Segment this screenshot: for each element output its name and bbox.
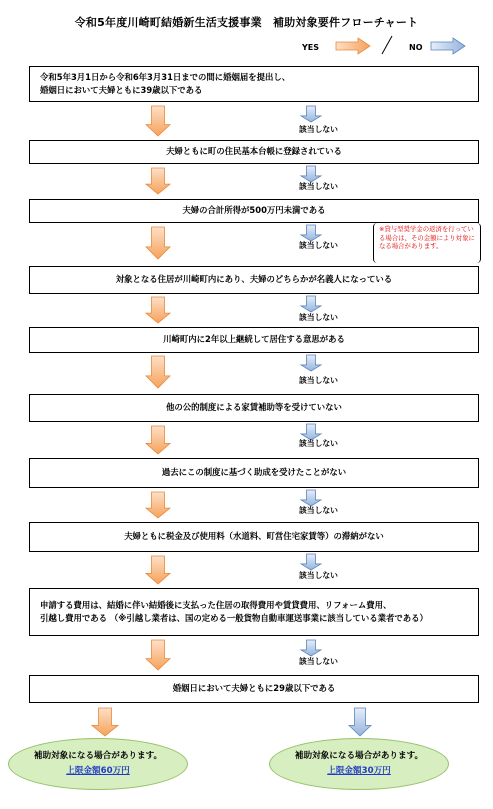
step-text: 婚姻日において夫婦ともに39歳以下である	[40, 85, 203, 95]
not-applicable-label: 該当しない	[299, 313, 338, 322]
legend-no-label: NO	[409, 43, 423, 52]
yes-arrow	[146, 640, 170, 670]
step-box-7	[29, 458, 479, 488]
page-title: 令和5年度川崎町結婚新生活支援事業 補助対象要件フローチャート	[74, 16, 419, 29]
step-text: 夫婦の合計所得が500万円未満である	[182, 205, 326, 216]
yes-arrow	[146, 168, 170, 194]
step-box-6	[29, 394, 479, 422]
result-30-amount: 上限金額30万円	[327, 766, 391, 776]
result-60-text: 補助対象になる場合があります。	[33, 751, 163, 762]
step-box-4	[29, 266, 479, 294]
step-box-5	[29, 327, 479, 353]
legend-divider	[382, 36, 392, 54]
step-text: 夫婦ともに町の住民基本台帳に登録されている	[166, 146, 342, 157]
step-box-9	[29, 588, 479, 636]
step-text: 婚姻日において夫婦ともに29歳以下である	[172, 683, 336, 694]
yes-arrow	[146, 106, 170, 136]
yes-arrow	[146, 426, 170, 454]
no-arrow	[301, 106, 321, 122]
no-arrow	[301, 490, 321, 506]
not-applicable-label: 該当しない	[299, 241, 338, 250]
not-applicable-label: 該当しない	[299, 506, 338, 515]
no-arrow	[301, 554, 321, 570]
step-text: 引越し費用である （※引越し業者は、国の定める一般貨物自動車運送事業に該当している業者である）	[40, 613, 428, 623]
yes-arrow	[146, 492, 170, 518]
no-arrow	[301, 640, 321, 656]
result-no-arrow	[349, 708, 371, 736]
step-text: 申請する費用は、結婚に伴い結婚後に支払った住居の取得費用や賃貸費用、リフォーム費用、	[40, 599, 392, 610]
yes-arrow	[146, 356, 170, 388]
step-box-10	[29, 675, 479, 703]
step-box-1	[29, 66, 479, 102]
no-arrow	[301, 166, 321, 182]
no-arrow	[301, 355, 321, 371]
step-text: 令和5年3月1日から令和6年3月31日までの間に婚姻届を提出し、	[40, 71, 291, 82]
step-text: 川崎町内に2年以上継続して居住する意思がある	[163, 334, 345, 345]
result-yes-arrow	[92, 708, 118, 736]
not-applicable-label: 該当しない	[299, 182, 338, 191]
step-text: 他の公的制度による家賃補助等を受けていない	[166, 402, 342, 413]
step-text: 夫婦ともに税金及び使用料（水道料、町営住宅家賃等）の滞納がない	[124, 531, 384, 542]
result-60-oval	[8, 738, 188, 790]
not-applicable-label: 該当しない	[299, 439, 338, 448]
not-applicable-label: 該当しない	[299, 657, 338, 666]
step-text: 対象となる住居が川崎町内にあり、夫婦のどちらかが名義人になっている	[115, 274, 393, 285]
result-30-oval	[269, 738, 449, 790]
not-applicable-label: 該当しない	[299, 125, 338, 134]
step-box-8	[29, 522, 479, 552]
legend-no-arrow	[431, 38, 465, 54]
legend-yes-arrow	[336, 38, 370, 54]
no-arrow	[301, 296, 321, 312]
not-applicable-label: 該当しない	[299, 376, 338, 385]
step-text: 過去にこの制度に基づく助成を受けたことがない	[161, 467, 347, 478]
step-box-3	[29, 199, 479, 223]
yes-arrow	[146, 556, 170, 584]
not-applicable-label: 該当しない	[299, 571, 338, 580]
result-60-amount: 上限金額60万円	[66, 766, 130, 776]
step-box-2	[29, 140, 479, 164]
yes-arrow	[146, 297, 170, 323]
scholarship-note: ※貸与型奨学金の返済を行っている場合は、その金額により対象になる場合があります。	[373, 223, 481, 263]
result-30-text: 補助対象になる場合があります。	[294, 751, 424, 762]
legend-yes-label: YES	[302, 43, 320, 52]
yes-arrow	[146, 227, 170, 259]
no-arrow	[301, 225, 321, 241]
